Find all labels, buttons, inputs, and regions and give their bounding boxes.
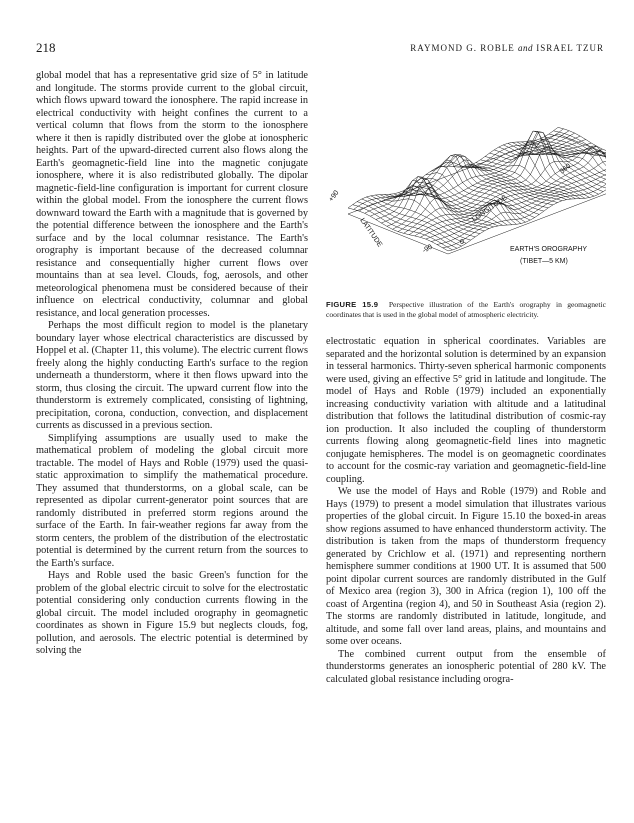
orography-mesh xyxy=(348,127,606,254)
mesh-line xyxy=(348,134,606,254)
label-360: 360 xyxy=(558,162,573,176)
paragraph: Perhaps the most difficult region to model is the planetary boundary layer whose electrical characteristics are discussed by Hoppel et al. (Chapter 11, this volume). The electric current flows freely along the highly conducting Earth's surface to the region underneath a thunderstorm, where it then flows upward into the storm, thus closing the circuit. The upward current flow into the thunderstorm is extremely complicated, consisting of lightning, precipitation, corona, conduction, convection, and displacement currents as discussed in a previous section. xyxy=(36,320,308,431)
label-zero: 0 xyxy=(460,239,464,246)
orography-figure xyxy=(326,116,606,292)
right-column xyxy=(326,336,606,686)
label-latitude: LATITUDE xyxy=(358,217,384,249)
paragraph: Hays and Roble used the basic Green's function for the problem of the global electric circuit to solve for the electrostatic potential considering only conduction currents flowing in the global circuit. The model included orography in geomagnetic coordinates as shown in Figure 15.9 but neglects clouds, fog, pollution, and aerosols. The electric potential is determined by solving the xyxy=(36,570,308,656)
caption-text: Perspective illustration of the Earth's orography in geomagnetic coordinates that is used in the global model of atmospheric electricity. xyxy=(326,300,606,319)
label-minus90: -90 xyxy=(421,243,434,255)
mesh-line xyxy=(357,202,457,249)
left-column xyxy=(36,70,308,658)
paragraph: We use the model of Hays and Roble (1979) and Roble and Hays (1979) to present a model simulation that illustrates various properties of the global circuit. In Figure 15.10 the boxed-in areas show regions assumed to have enhanced thunderstorm activity. The distribution is taken from the maps of thunderstorm frequency generated by Crichlow et al. (1971) and representing northern hemisphere summer conditions at 1900 UT. It is assumed that 500 point dipolar current sources are randomly distributed in the Gulf of Mexico area (region 3), 300 in Africa (region 1), 100 off the coast of Argentina (region 4), and 50 in Southeast Asia (region 2). The storms are randomly distributed in latitude, longitude, and altitude, and some fall over land areas, plains, and mountains and some over oceans. xyxy=(326,486,606,647)
caption-label: FIGURE 15.9 xyxy=(326,300,379,309)
mesh-line xyxy=(359,131,569,211)
figure-caption xyxy=(326,300,606,319)
mesh-line xyxy=(348,208,448,251)
mesh-line xyxy=(499,131,599,194)
orography-title: EARTH'S OROGRAPHY xyxy=(510,246,588,253)
paragraph: Simplifying assumptions are usually used to make the mathematical problem of modeling the global circuit more tractable. The model of Hays and Roble (1979) used the quasi-static approximation to simplify the mathematical procedure. They assumed that thunderstorms, on a global scale, can be represented as dipolar current-generator point sources that are randomly distributed in preferred storm regions around the surface of the Earth. In fair-weather regions far away from the storm centers, the problem of the distribution of the electrostatic potential is determined by the current return from the sources to the Earth's surface. xyxy=(36,432,308,569)
label-plus90: +90 xyxy=(327,189,341,204)
mesh-line xyxy=(485,153,585,198)
orography-subtitle: (TIBET—5 KM) xyxy=(520,258,568,265)
paragraph: global model that has a representative grid size of 5° in latitude and longitude. The storms provide current to the global circuit, which flows upward toward the ionosphere. The rapid increase in electrical conductivity with height confines the current to a vertical column that flows from the storm to the ionosphere where it then is rapidly distributed over the globe at ionospheric heights. Part of the upward-directed current also flows along the Earth's geomagnetic-field line into the magnetic conjugate ionosphere, where it is also redistributed globally. The dipolar magnetic-field-line configuration is important for current closure within the global model. From the ionosphere the current flows downward toward the Earth with a magnitude that is governed by the potential difference between the ionosphere and the Earth's surface and by the local columnar resistance. The Earth's orography is important because of the decreased columnar resistance and consequentially higher current flows over mountains than at sea level. Clouds, fog, aerosols, and other meteorological phenomena must be considered because of their influence on electrical conductivity, columnar and global resistance, and local generation processes. xyxy=(36,70,308,319)
mesh-line xyxy=(380,186,480,234)
paragraph: The combined current output from the ensemble of thunderstorms generates an ionospheric potential of 280 kV. The calculated global resistance including orogra- xyxy=(326,648,606,685)
mesh-line xyxy=(348,127,558,208)
page-number: 218 xyxy=(36,40,56,55)
running-head: RAYMOND G. ROBLE and ISRAEL TZUR xyxy=(410,43,604,53)
label-longitude: LONGITUDE xyxy=(471,194,509,224)
paragraph: electrostatic equation in spherical coordinates. Variables are separated and the horizontal solution is determined by an expansion in tesseral harmonics. Thirty-seven spherical harmonic components were used, giving an effective 5° grid in latitude and longitude. The model of Hays and Roble (1979) included an exponentially increasing conductivity variation with altitude and a latitudinal distribution that follows the latitudinal distribution of cosmic-ray ion production. It also included the coupling of thunderstorm currents flowing along geomagnetic-field lines into magnetic conjugate hemispheres. The model is on geomagnetic coordinates to account for the cosmic-ray variation and geomagnetic-field-line coupling. xyxy=(326,336,606,485)
